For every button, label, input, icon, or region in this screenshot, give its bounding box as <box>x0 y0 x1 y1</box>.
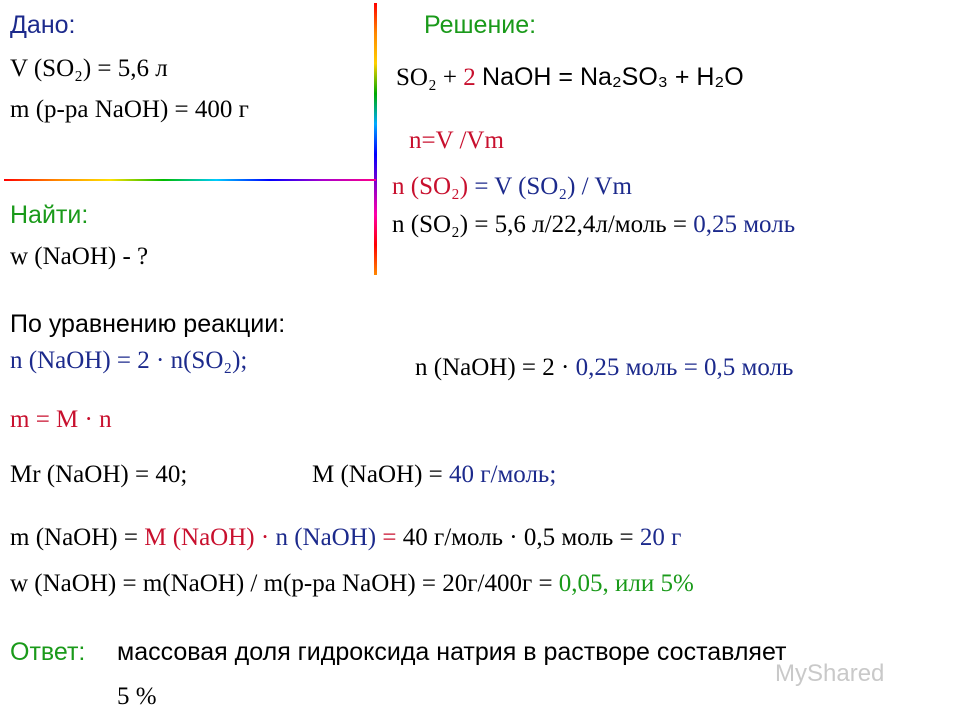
reaction-label: По уравнению реакции: <box>10 310 286 338</box>
horizontal-divider <box>4 179 376 181</box>
find-target: w (NaOH) - ? <box>10 243 149 270</box>
molar-rhs: 40 г/моль; <box>449 461 557 488</box>
w-result: 0,05, или 5% <box>558 570 694 597</box>
answer-text: массовая доля гидроксида натрия в растворе составляет <box>117 638 787 666</box>
vertical-divider <box>374 3 377 275</box>
n-so2-calc: n (SO₂) = 5,6 л/22,4л/моль = <box>392 211 687 238</box>
m-result: 20 г <box>639 524 682 551</box>
equation-rest: NaOH = Na₂SO₃ + H₂O <box>482 63 744 91</box>
m-moles: n (NaOH) <box>275 524 377 551</box>
mass-formula: m = M · n <box>10 406 112 433</box>
n-so2-result: 0,25 моль <box>693 211 796 238</box>
w-calc: w (NaOH) = m(NaOH) / m(р-ра NaOH) = 20г/400г = <box>10 570 553 597</box>
molar-lhs: M (NaOH) = <box>312 461 443 488</box>
mass-calculation <box>10 525 681 550</box>
relative-molecular-mass: Mr (NaOH) = 40; <box>10 461 188 488</box>
mole-ratio: n (NaOH) = 2 · n(SO₂); <box>10 347 248 374</box>
given-volume: V (SO₂) = 5,6 л <box>10 55 168 82</box>
answer-label: Ответ: <box>10 638 86 666</box>
watermark: MyShared <box>775 660 885 687</box>
find-label: Найти: <box>10 201 89 229</box>
m-equals: = <box>382 524 397 551</box>
n-naoh-rhs: 0,25 моль = 0,5 моль <box>575 354 794 381</box>
n-so2-lhs: n (SO₂) <box>392 173 469 200</box>
m-calc: 40 г/моль · 0,5 моль = <box>402 524 634 551</box>
equation-coefficient: 2 <box>463 64 476 91</box>
solution-label: Решение: <box>424 11 537 39</box>
n-naoh-lhs: n (NaOH) = 2 · <box>415 354 570 381</box>
answer-value: 5 % <box>117 683 157 710</box>
n-so2-formula <box>392 174 632 199</box>
mass-fraction-calculation <box>10 571 694 596</box>
m-lhs: m (NaOH) = <box>10 524 138 551</box>
given-label: Дано: <box>10 11 76 39</box>
formula-n: n=V /Vm <box>409 127 504 154</box>
molar-mass <box>312 462 556 487</box>
given-solution-mass: m (р-ра NaOH) = 400 г <box>10 96 249 123</box>
equation-so2: SO₂ + <box>396 64 458 91</box>
n-so2-rhs: = V (SO₂) / Vm <box>474 173 632 200</box>
n-naoh-calculation <box>415 355 793 380</box>
m-molar: M (NaOH) · <box>144 524 270 551</box>
n-so2-calculation <box>392 212 795 237</box>
reaction-equation <box>396 65 744 90</box>
